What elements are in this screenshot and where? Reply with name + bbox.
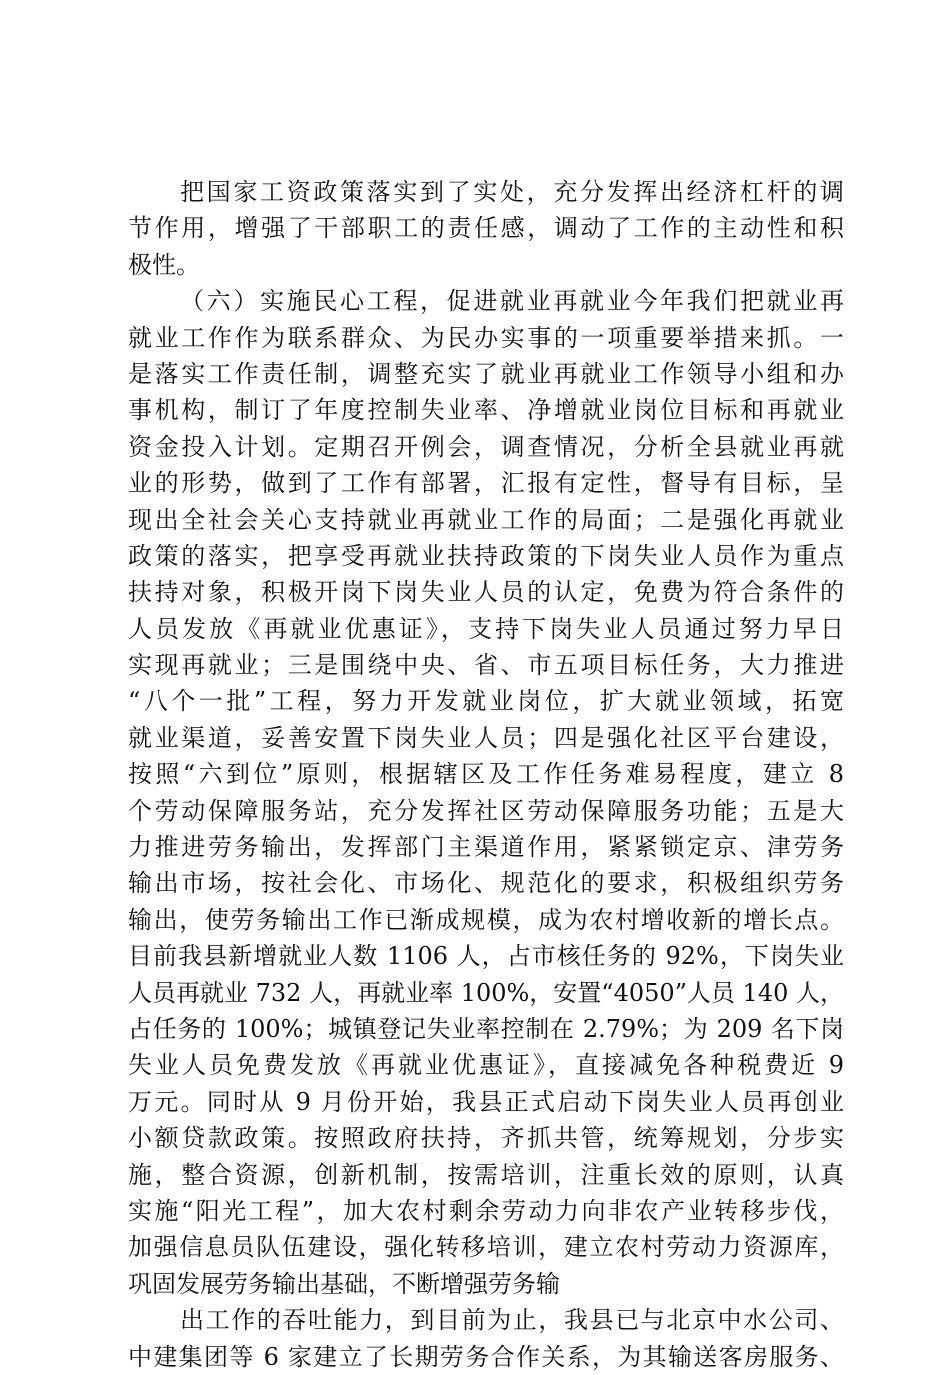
text-line: 出工作的吞吐能力，到目前为止，我县已与北京中水公司、 <box>180 1306 844 1335</box>
text-line: 业的形势，做到了工作有部署，汇报有定性，督导有目标，呈 <box>128 469 844 498</box>
text-line: 实现再就业；三是围绕中央、省、市五项目标任务，大力推进 <box>128 651 844 680</box>
text-line: 人员再就业 732 人，再就业率 100%，安置“4050”人员 140 人， <box>128 978 844 1007</box>
document-body <box>128 174 844 1375</box>
text-line: 就业渠道，妥善安置下岗失业人员；四是强化社区平台建设， <box>128 723 844 752</box>
text-line: 极性。 <box>128 250 200 279</box>
text-line: 个劳动保障服务站，充分发挥社区劳动保障服务功能；五是大 <box>128 796 844 825</box>
text-line: 是落实工作责任制，调整充实了就业再就业工作领导小组和办 <box>128 359 844 388</box>
text-line: 力推进劳务输出，发挥部门主渠道作用，紧紧锁定京、津劳务 <box>128 833 844 862</box>
text-line: 扶持对象，积极开岗下岗失业人员的认定，免费为符合条件的 <box>128 578 844 607</box>
text-line: “八个一批”工程，努力开发就业岗位，扩大就业领域，拓宽 <box>128 687 844 716</box>
text-line: 节作用，增强了干部职工的责任感，调动了工作的主动性和积 <box>128 214 844 243</box>
text-line: 人员发放《再就业优惠证》，支持下岗失业人员通过努力早日 <box>128 614 844 643</box>
text-line: 中建集团等 6 家建立了长期劳务合作关系，为其输送客房服务、 <box>128 1342 844 1371</box>
text-line: 现出全社会关心支持就业再就业工作的局面；二是强化再就业 <box>128 505 844 534</box>
text-line: 就业工作作为联系群众、为民办实事的一项重要举措来抓。一 <box>128 323 844 352</box>
text-line: 事机构，制订了年度控制失业率、净增就业岗位目标和再就业 <box>128 396 844 425</box>
text-line: 占任务的 100%；城镇登记失业率控制在 2.79%；为 209 名下岗 <box>128 1014 844 1043</box>
text-line: 失业人员免费发放《再就业优惠证》，直接减免各种税费近 9 <box>128 1051 844 1080</box>
text-line: 政策的落实，把享受再就业扶持政策的下岗失业人员作为重点 <box>128 541 844 570</box>
text-line: 资金投入计划。定期召开例会，调查情况，分析全县就业再就 <box>128 432 844 461</box>
text-line: 小额贷款政策。按照政府扶持，齐抓共管，统筹规划，分步实 <box>128 1124 844 1153</box>
text-line: 按照“六到位”原则，根据辖区及工作任务难易程度，建立 8 <box>128 760 844 789</box>
text-line: 施，整合资源，创新机制，按需培训，注重长效的原则，认真 <box>128 1160 844 1189</box>
text-line: （六）实施民心工程，促进就业再就业今年我们把就业再 <box>180 287 844 316</box>
text-line: 巩固发展劳务输出基础，不断增强劳务输 <box>128 1269 560 1298</box>
text-line: 把国家工资政策落实到了实处，充分发挥出经济杠杆的调 <box>180 178 844 206</box>
text-line: 加强信息员队伍建设，强化转移培训，建立农村劳动力资源库， <box>128 1233 844 1262</box>
text-line: 万元。同时从 9 月份开始，我县正式启动下岗失业人员再创业 <box>128 1087 844 1116</box>
text-line: 输出市场，按社会化、市场化、规范化的要求，积极组织劳务 <box>128 869 844 898</box>
text-line: 目前我县新增就业人数 1106 人，占市核任务的 92%，下岗失业 <box>128 942 844 971</box>
text-line: 输出，使劳务输出工作已渐成规模，成为农村增收新的增长点。 <box>128 905 844 934</box>
text-line: 实施“阳光工程”，加大农村剩余劳动力向非农产业转移步伐， <box>128 1196 844 1225</box>
